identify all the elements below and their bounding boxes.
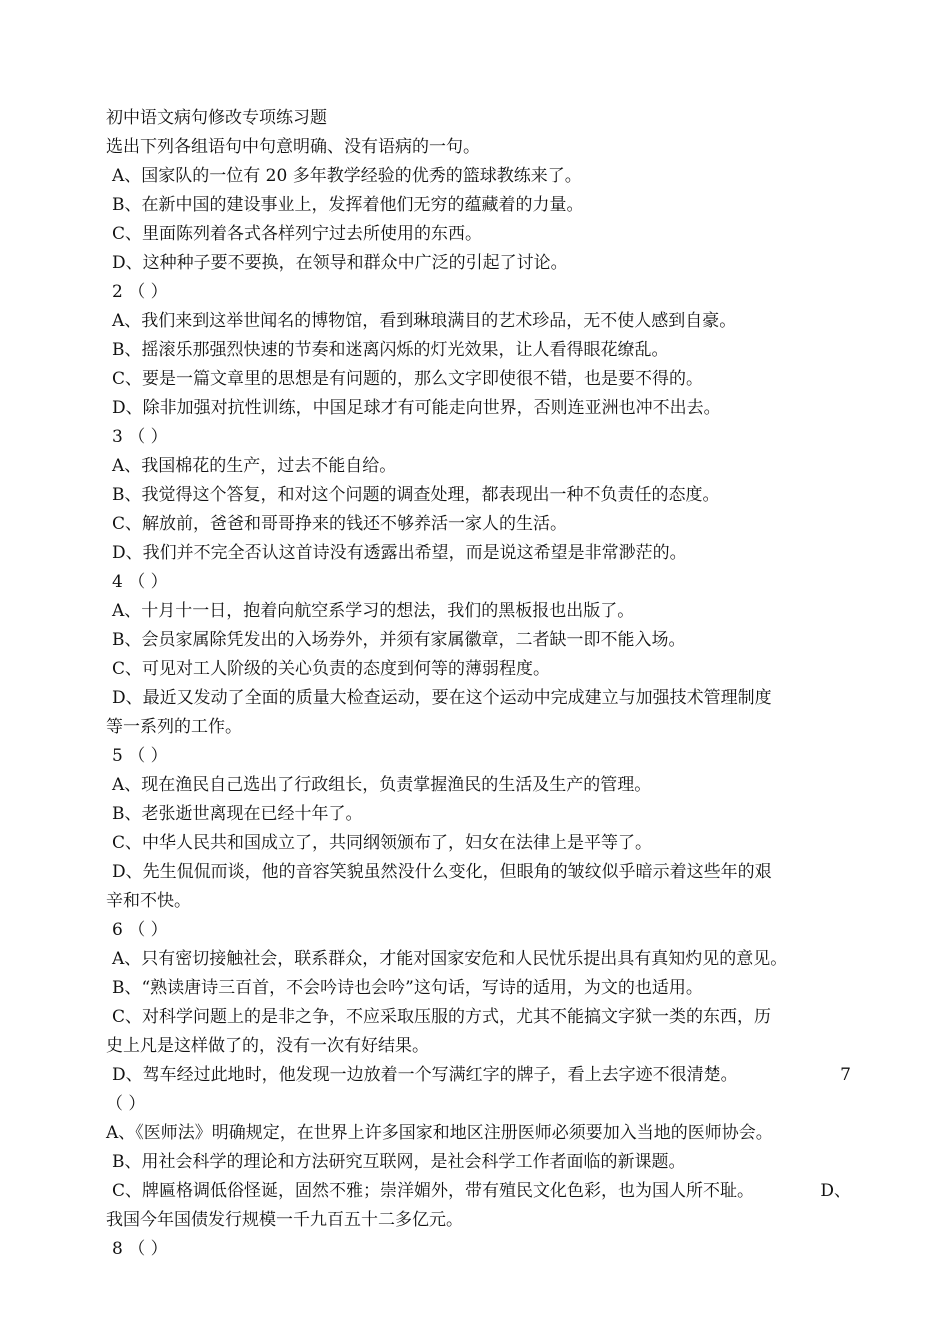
q6-option-c-line2: 史上凡是这样做了的，没有一次有好结果。 (106, 1036, 429, 1056)
q7-option-a: A、《医师法》明确规定，在世界上许多国家和地区注册医师必须要加入当地的医师协会。 (106, 1123, 773, 1143)
q2-option-d: D、除非加强对抗性训练，中国足球才有可能走向世界，否则连亚洲也冲不出去。 (112, 398, 721, 418)
q6-option-c-line1: C、对科学问题上的是非之争，不应采取压服的方式，尤其不能搞文字狱一类的东西，历 (112, 1007, 772, 1027)
q8-number: 8 （ ） (112, 1239, 168, 1259)
q6-option-d-row (106, 1061, 851, 1090)
q2-option-c: C、要是一篇文章里的思想是有问题的，那么文字即使很不错，也是要不得的。 (112, 369, 704, 389)
instruction: 选出下列各组语句中句意明确、没有语病的一句。 (106, 137, 480, 157)
q3-option-c: C、解放前，爸爸和哥哥挣来的钱还不够养活一家人的生活。 (112, 514, 568, 534)
q4-option-d-line2: 等一系列的工作。 (106, 717, 242, 737)
q1-option-b: B、在新中国的建设事业上，发挥着他们无穷的蕴藏着的力量。 (112, 195, 584, 215)
q1-option-a: A、国家队的一位有 20 多年教学经验的优秀的篮球教练来了。 (112, 166, 582, 186)
q5-option-a: A、现在渔民自己选出了行政组长，负责掌握渔民的生活及生产的管理。 (112, 775, 652, 795)
q6-option-b: B、“熟读唐诗三百首，不会吟诗也会吟”这句话，写诗的适用，为文的也适用。 (112, 978, 703, 998)
q4-option-a: A、十月十一日，抱着向航空系学习的想法，我们的黑板报也出版了。 (112, 601, 635, 621)
q1-option-c: C、里面陈列着各式各样列宁过去所使用的东西。 (112, 224, 483, 244)
q1-option-d: D、这种种子要不要换，在领导和群众中广泛的引起了讨论。 (112, 253, 568, 273)
q5-option-d-line1: D、先生侃侃而谈，他的音容笑貌虽然没什么变化，但眼角的皱纹似乎暗示着这些年的艰 (112, 862, 772, 882)
q4-option-d-line1: D、最近又发动了全面的质量大检查运动，要在这个运动中完成建立与加强技术管理制度 (112, 688, 772, 708)
q5-option-b: B、老张逝世离现在已经十年了。 (112, 804, 363, 824)
document-body (106, 104, 851, 1264)
q2-option-b: B、摇滚乐那强烈快速的节奏和迷离闪烁的灯光效果，让人看得眼花缭乱。 (112, 340, 669, 360)
q3-option-a: A、我国棉花的生产，过去不能自给。 (112, 456, 397, 476)
q6-option-d: D、驾车经过此地时，他发现一边放着一个写满红字的牌子，看上去字迹不很清楚。 (112, 1065, 738, 1085)
q7-paren: （ ） (106, 1094, 146, 1114)
q2-option-a: A、我们来到这举世闻名的博物馆，看到琳琅满目的艺术珍品，无不使人感到自豪。 (112, 311, 737, 331)
q7-option-b: B、用社会科学的理论和方法研究互联网，是社会科学工作者面临的新课题。 (112, 1152, 686, 1172)
q7-option-c: C、牌匾格调低俗怪诞，固然不雅；崇洋媚外，带有殖民文化色彩，也为国人所不耻。 (112, 1181, 755, 1201)
q2-number: 2 （ ） (112, 282, 168, 302)
q3-option-b: B、我觉得这个答复，和对这个问题的调查处理，都表现出一种不负责任的态度。 (112, 485, 720, 505)
q5-option-d-line2: 辛和不快。 (106, 891, 191, 911)
q3-option-d: D、我们并不完全否认这首诗没有透露出希望，而是说这希望是非常渺茫的。 (112, 543, 687, 563)
q6-option-a: A、只有密切接触社会，联系群众，才能对国家安危和人民忧乐提出具有真知灼见的意见。 (112, 949, 788, 969)
q4-option-b: B、会员家属除凭发出的入场券外，并须有家属徽章，二者缺一即不能入场。 (112, 630, 686, 650)
q5-number: 5 （ ） (112, 746, 168, 766)
q3-number: 3 （ ） (112, 427, 168, 447)
q7-option-d: 我国今年国债发行规模一千九百五十二多亿元。 (106, 1210, 463, 1230)
q4-number: 4 （ ） (112, 572, 168, 592)
q7-number: 7 (840, 1065, 851, 1085)
q4-option-c: C、可见对工人阶级的关心负责的态度到何等的薄弱程度。 (112, 659, 551, 679)
q5-option-c: C、中华人民共和国成立了，共同纲领颁布了，妇女在法律上是平等了。 (112, 833, 653, 853)
q7-option-d-label: D、 (820, 1181, 851, 1201)
doc-title: 初中语文病句修改专项练习题 (106, 108, 327, 128)
q7-option-c-row (106, 1177, 851, 1206)
q6-number: 6 （ ） (112, 920, 168, 940)
